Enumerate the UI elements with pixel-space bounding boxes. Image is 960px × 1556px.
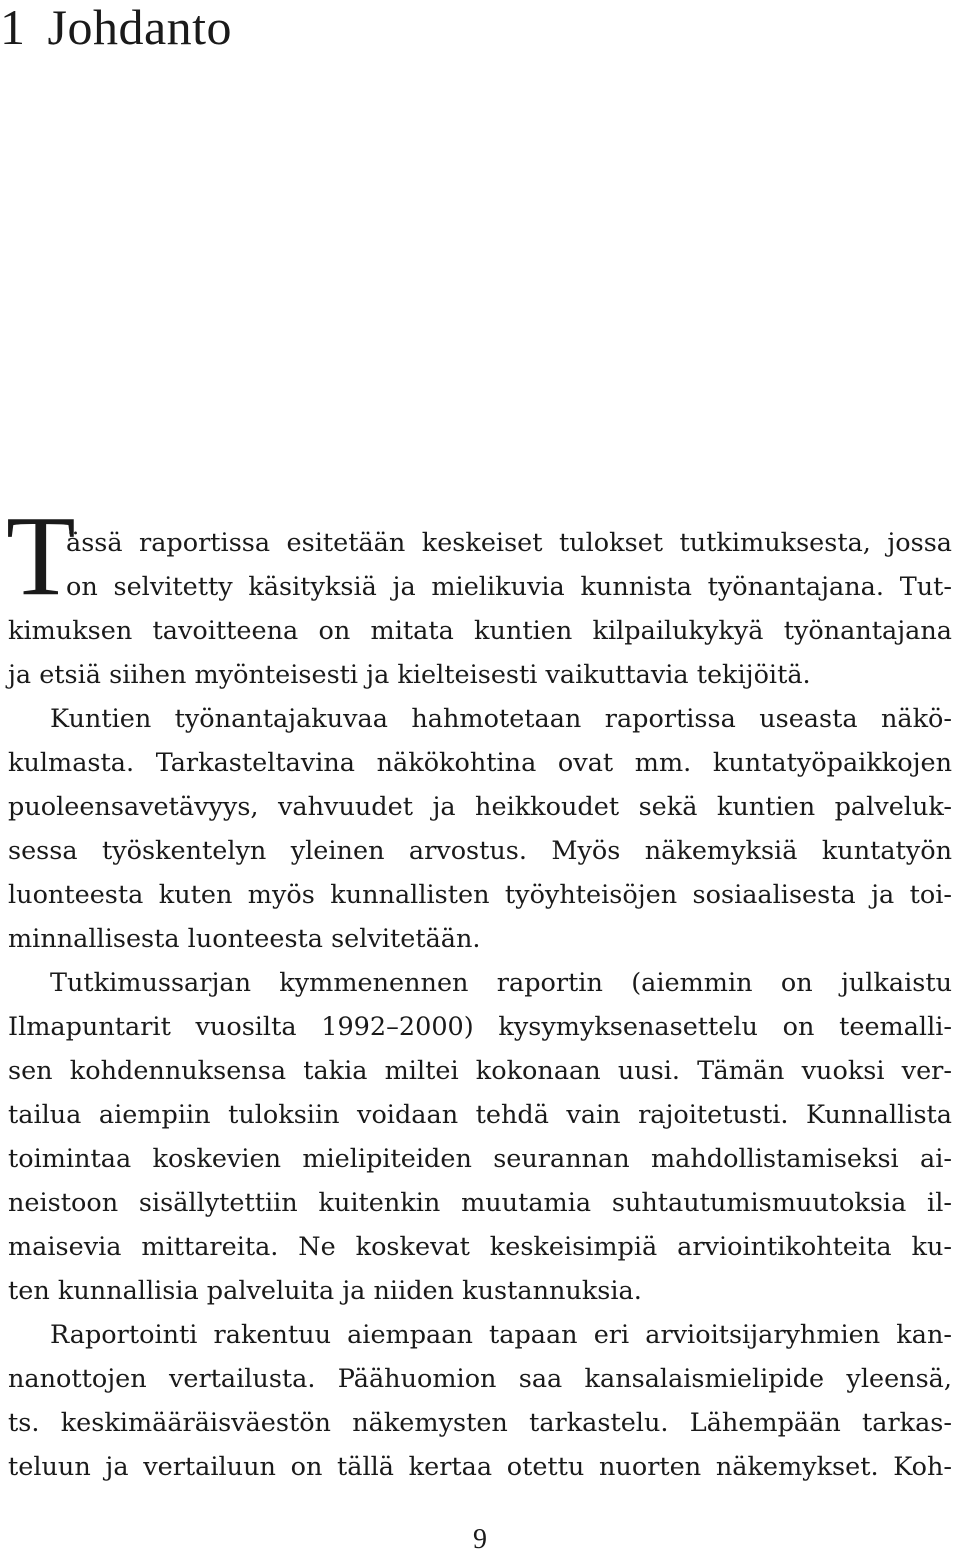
text-line: teluun ja vertailuun on tällä kertaa otettu nuorten näkemykset. Koh- <box>8 1452 952 1482</box>
text-line: maisevia mittareita. Ne koskevat keskeisimpiä arviointikohteita ku- <box>8 1232 952 1262</box>
drop-cap: T <box>6 492 76 619</box>
chapter-heading <box>0 0 232 54</box>
text-line: puoleensavetävyys, vahvuudet ja heikkoudet sekä kuntien palveluk- <box>8 792 952 822</box>
text-line: ässä raportissa esitetään keskeiset tulokset tutkimuksesta, jossa <box>66 528 952 558</box>
text-line: Raportointi rakentuu aiempaan tapaan eri arvioitsijaryhmien kan- <box>50 1320 952 1350</box>
text-line: toimintaa koskevien mielipiteiden seurannan mahdollistamiseksi ai- <box>8 1144 952 1174</box>
text-line: tailua aiempiin tuloksiin voidaan tehdä vain rajoitetusti. Kunnallista <box>8 1100 952 1130</box>
text-line: kulmasta. Tarkasteltavina näkökohtina ovat mm. kuntatyöpaikkojen <box>8 748 952 778</box>
text-line: sen kohdennuksensa takia miltei kokonaan uusi. Tämän vuoksi ver- <box>8 1056 952 1086</box>
text-line: ten kunnallisia palveluita ja niiden kustannuksia. <box>8 1276 642 1306</box>
chapter-number: 1 <box>0 0 26 55</box>
chapter-title: Johdanto <box>47 0 233 55</box>
text-line: luonteesta kuten myös kunnallisten työyhteisöjen sosiaalisesta ja toi- <box>8 880 952 910</box>
text-line: neistoon sisällytettiin kuitenkin muutamia suhtautumismuutoksia il- <box>8 1188 952 1218</box>
text-line: minnallisesta luonteesta selvitetään. <box>8 924 481 954</box>
text-line: kimuksen tavoitteena on mitata kuntien kilpailukykyä työnantajana <box>8 616 952 646</box>
text-line: Tutkimussarjan kymmenennen raportin (aiemmin on julkaistu <box>50 968 952 998</box>
text-line: Kuntien työnantajakuvaa hahmotetaan raportissa useasta näkö- <box>50 704 952 734</box>
page-number: 9 <box>473 1524 487 1555</box>
text-line: Ilmapuntarit vuosilta 1992–2000) kysymyksenasettelu on teemalli- <box>8 1012 952 1042</box>
text-line: nanottojen vertailusta. Päähuomion saa kansalaismielipide yleensä, <box>8 1364 952 1394</box>
text-line: on selvitetty käsityksiä ja mielikuvia kunnista työnantajana. Tut- <box>66 572 952 602</box>
text-line: ja etsiä siihen myönteisesti ja kielteisesti vaikuttavia tekijöitä. <box>8 660 811 690</box>
text-line: sessa työskentelyn yleinen arvostus. Myös näkemyksiä kuntatyön <box>8 836 952 866</box>
text-line: ts. keskimääräisväestön näkemysten tarkastelu. Lähempään tarkas- <box>8 1408 952 1438</box>
